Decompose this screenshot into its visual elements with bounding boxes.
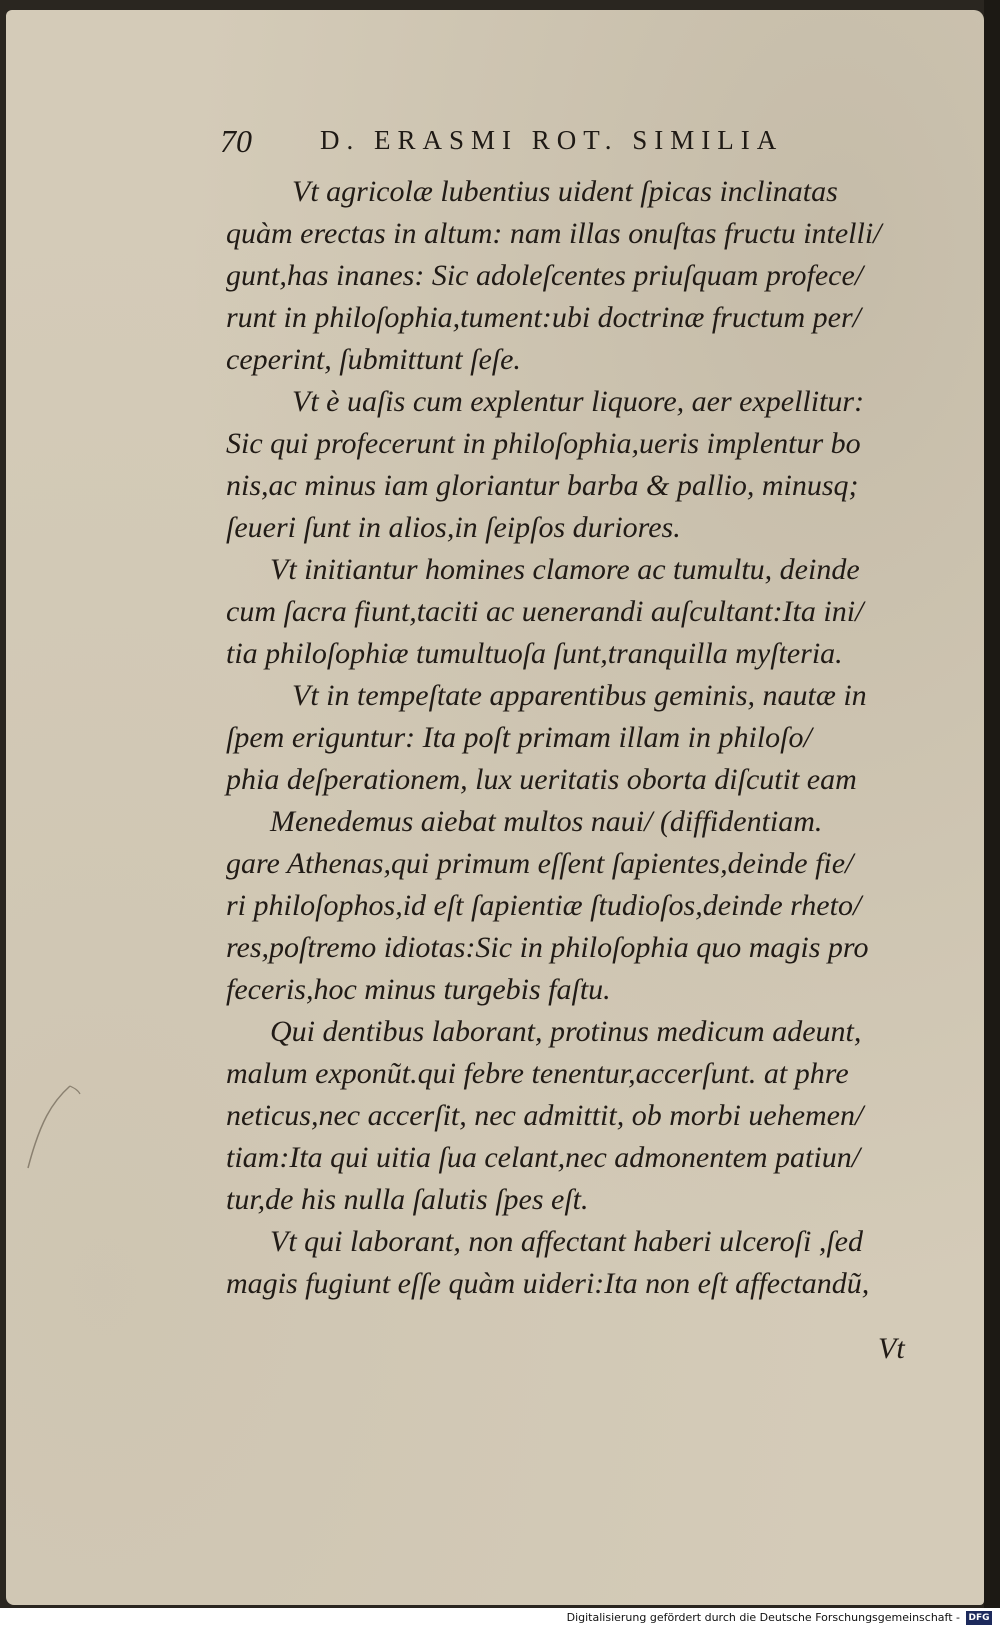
page-number: 70	[220, 123, 252, 159]
catchword: Vt	[878, 1332, 905, 1365]
body-text	[226, 171, 926, 1305]
text-line: res,poſtremo idiotas:Sic in philoſophia quo magis pro	[226, 931, 869, 964]
funding-credit: Digitalisierung gefördert durch die Deutsche Forschungsgemeinschaft -	[566, 1611, 960, 1624]
text-line: Vt initiantur homines clamore ac tumultu, deinde	[270, 553, 860, 586]
text-line: quàm erectas in altum: nam illas onuſtas fructu intelli/	[226, 217, 882, 250]
text-line: runt in philoſophia,tument:ubi doctrinæ fructum per/	[226, 301, 861, 334]
text-line: malum exponũt.qui febre tenentur,accerſunt. at phre	[226, 1057, 849, 1090]
text-line: ceperint, ſubmittunt ſeſe.	[226, 343, 521, 376]
text-line: tiam:Ita qui uitia ſua celant,nec admonentem patiun/	[226, 1141, 861, 1174]
text-line: Menedemus aiebat multos naui/ (diffidentiam.	[270, 805, 823, 838]
running-title: D. ERASMI ROT. SIMILIA	[320, 125, 784, 155]
text-line: gunt,has inanes: Sic adoleſcentes priuſquam profece/	[226, 259, 864, 292]
text-line: Sic qui profecerunt in philoſophia,ueris implentur bo	[226, 427, 861, 460]
text-line: Vt agricolæ lubentius uident ſpicas inclinatas	[292, 175, 838, 208]
page-header	[220, 123, 860, 163]
scan-edge	[984, 0, 1000, 1608]
dfg-logo: DFG	[966, 1611, 992, 1625]
text-line: magis fugiunt eſſe quàm uideri:Ita non eſt affectandũ,	[226, 1267, 870, 1300]
text-line: phia deſperationem, lux ueritatis oborta diſcutit eam	[226, 763, 857, 796]
text-line: feceris,hoc minus turgebis faſtu.	[226, 973, 611, 1006]
text-line: gare Athenas,qui primum eſſent ſapientes,deinde fie/	[226, 847, 854, 880]
text-line: Qui dentibus laborant, protinus medicum adeunt,	[270, 1015, 862, 1048]
text-line: tur,de his nulla ſalutis ſpes eſt.	[226, 1183, 589, 1216]
text-line: neticus,nec accerſit, nec admittit, ob morbi uehemen/	[226, 1099, 864, 1132]
text-line: ſeueri ſunt in alios,in ſeipſos duriores.	[226, 511, 681, 544]
text-line: Vt qui laborant, non affectant haberi ulceroſi ,ſed	[270, 1225, 863, 1258]
text-line: cum ſacra fiunt,taciti ac uenerandi auſcultant:Ita ini/	[226, 595, 864, 628]
digitization-footer	[0, 1608, 1000, 1630]
margin-pen-mark	[22, 1082, 82, 1172]
text-line: Vt in tempeſtate apparentibus geminis, nautæ in	[292, 679, 867, 712]
text-line: ſpem eriguntur: Ita poſt primam illam in philoſo/	[226, 721, 812, 754]
text-line: Vt è uaſis cum explentur liquore, aer expellitur:	[292, 385, 865, 418]
text-line: nis,ac minus iam gloriantur barba & pallio, minusq;	[226, 469, 859, 502]
text-line: ri philoſophos,id eſt ſapientiæ ſtudioſos,deinde rheto/	[226, 889, 862, 922]
text-line: tia philoſophiæ tumultuoſa ſunt,tranquilla myſteria.	[226, 637, 843, 670]
